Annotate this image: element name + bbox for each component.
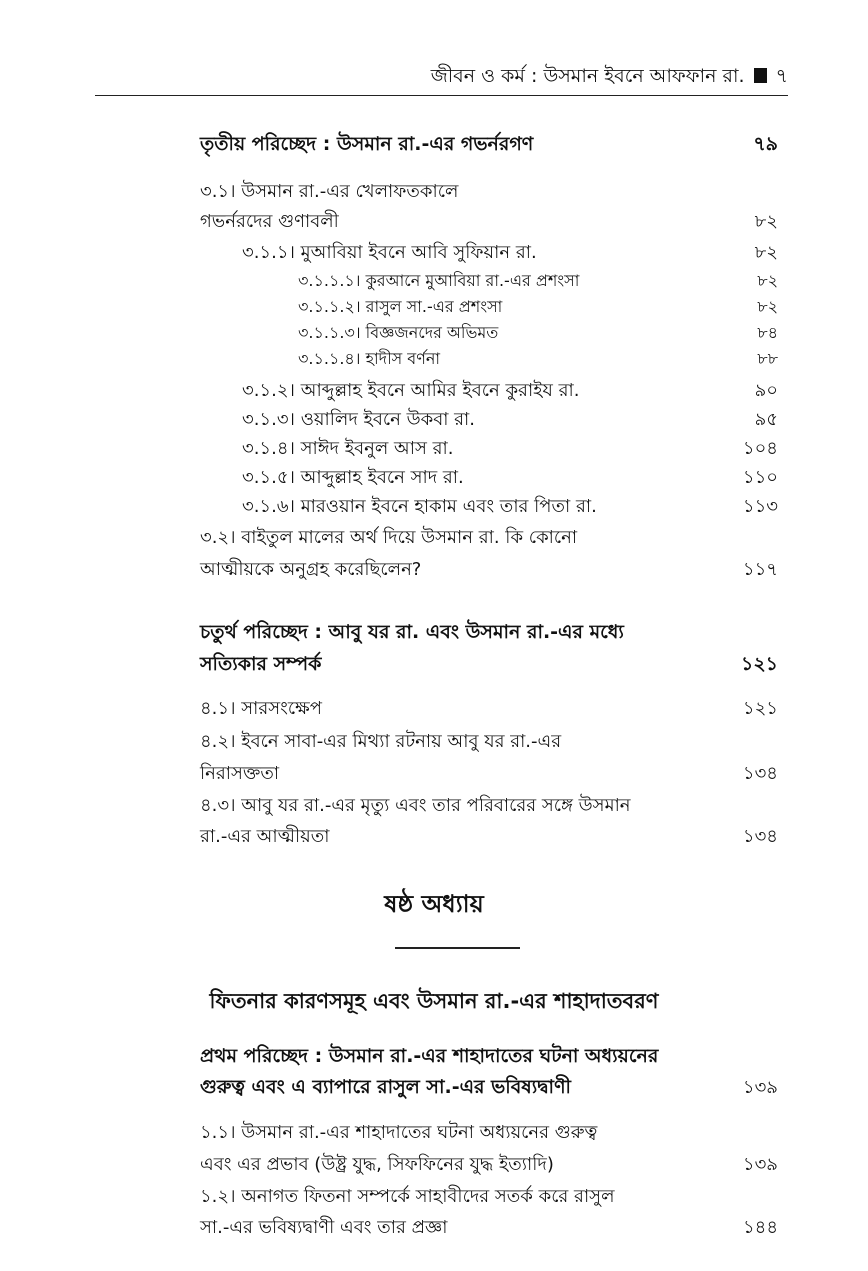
square-bullet-icon	[754, 68, 767, 83]
section4-heading-page: ১২১	[740, 653, 778, 675]
section1-heading-page: ১৩৯	[742, 1077, 778, 1098]
toc-item-3-2-page: ১১৭	[742, 559, 778, 580]
toc-item-4-1-page: ১২১	[742, 698, 778, 719]
chapter-title: ষষ্ঠ অধ্যায়	[384, 890, 484, 918]
toc-item-4-3-line2[interactable]: রা.-এর আত্মীয়তা	[200, 826, 330, 847]
toc-item-3-1-4[interactable]: ৩.১.৪। সাঈদ ইবনুল আস রা.	[242, 438, 454, 459]
toc-item-3-1-3-page: ৯৫	[754, 409, 778, 430]
toc-item-1-2-line2[interactable]: সা.-এর ভবিষ্যদ্বাণী এবং তার প্রজ্ঞা	[200, 1217, 448, 1238]
toc-item-3-1-line1[interactable]: ৩.১। উসমান রা.-এর খেলাফতকালে	[200, 181, 459, 202]
toc-item-3-1-2-page: ৯০	[754, 380, 778, 401]
section1-heading-line1[interactable]: প্রথম পরিচ্ছেদ : উসমান রা.-এর শাহাদাতের ঘটনা অধ্যয়নের	[200, 1045, 659, 1067]
toc-item-3-1-1-page: ৮২	[754, 242, 778, 263]
toc-item-3-1-1-3-page: ৮৪	[757, 323, 778, 342]
header-rule	[95, 95, 788, 96]
chapter-subtitle: ফিতনার কারণসমূহ এবং উসমান রা.-এর শাহাদাতবরণ	[209, 989, 659, 1013]
section3-heading-page: ৭৯	[753, 133, 778, 155]
toc-item-3-2-line1[interactable]: ৩.২। বাইতুল মালের অর্থ দিয়ে উসমান রা. কি কোনো	[200, 527, 578, 548]
toc-item-3-1-1-1-page: ৮২	[757, 271, 778, 290]
toc-item-3-1-5[interactable]: ৩.১.৫। আব্দুল্লাহ ইবনে সাদ রা.	[242, 467, 464, 488]
toc-item-3-1-line2[interactable]: গভর্নরদের গুণাবলী	[200, 211, 339, 232]
toc-item-3-2-line2[interactable]: আত্মীয়কে অনুগ্রহ করেছিলেন?	[200, 559, 422, 580]
toc-item-3-1-4-page: ১০৪	[742, 438, 778, 459]
toc-item-4-2-line2[interactable]: নিরাসক্ততা	[200, 763, 280, 784]
toc-item-3-1-6[interactable]: ৩.১.৬। মারওয়ান ইবনে হাকাম এবং তার পিতা রা.	[242, 496, 597, 517]
toc-item-1-1-page: ১৩৯	[742, 1154, 778, 1175]
section4-heading-line1[interactable]: চতুর্থ পরিচ্ছেদ : আবু যর রা. এবং উসমান রা.-এর মধ্যে	[200, 621, 624, 643]
toc-item-3-1-3[interactable]: ৩.১.৩। ওয়ালিদ ইবনে উকবা রা.	[242, 409, 475, 430]
toc-item-3-1-1-2-page: ৮২	[757, 297, 778, 316]
section4-heading-line2[interactable]: সত্যিকার সম্পর্ক	[200, 653, 322, 675]
toc-item-1-1-line2[interactable]: এবং এর প্রভাব (উষ্ট্র যুদ্ধ, সিফফিনের যুদ্ধ ইত্যাদি)	[200, 1154, 554, 1175]
toc-item-3-1-1[interactable]: ৩.১.১। মুআবিয়া ইবনে আবি সুফিয়ান রা.	[242, 242, 537, 263]
toc-item-3-1-1-4[interactable]: ৩.১.১.৪। হাদীস বর্ণনা	[298, 349, 441, 368]
page-number: ৭	[775, 65, 788, 87]
toc-item-3-1-1-3[interactable]: ৩.১.১.৩। বিজ্ঞজনদের অভিমত	[298, 323, 499, 342]
section3-heading[interactable]: তৃতীয় পরিচ্ছেদ : উসমান রা.-এর গভর্নরগণ	[200, 133, 534, 155]
toc-item-3-1-1-4-page: ৮৮	[757, 349, 778, 368]
section1-heading-line2[interactable]: গুরুত্ব এবং এ ব্যাপারে রাসুল সা.-এর ভবিষ্যদ্বাণী	[200, 1076, 571, 1098]
toc-item-3-1-6-page: ১১৩	[742, 496, 778, 517]
toc-item-1-2-page: ১৪৪	[742, 1217, 778, 1238]
toc-item-1-1-line1[interactable]: ১.১। উসমান রা.-এর শাহাদাতের ঘটনা অধ্যয়নের গুরুত্ব	[200, 1122, 598, 1143]
toc-item-4-1[interactable]: ৪.১। সারসংক্ষেপ	[200, 698, 322, 719]
toc-item-3-1-1-1[interactable]: ৩.১.১.১। কুরআনে মুআবিয়া রা.-এর প্রশংসা	[298, 271, 580, 290]
toc-item-4-3-line1[interactable]: ৪.৩। আবু যর রা.-এর মৃত্যু এবং তার পরিবারের সঙ্গে উসমান	[200, 795, 631, 816]
running-header-title: জীবন ও কর্ম : উসমান ইবনে আফফান রা.	[430, 65, 745, 87]
toc-item-3-1-1-2[interactable]: ৩.১.১.২। রাসুল সা.-এর প্রশংসা	[298, 297, 503, 316]
toc-item-1-2-line1[interactable]: ১.২। অনাগত ফিতনা সম্পর্কে সাহাবীদের সতর্ক করে রাসুল	[200, 1186, 615, 1207]
toc-item-4-2-page: ১৩৪	[742, 763, 778, 784]
toc-item-3-1-5-page: ১১০	[742, 467, 778, 488]
toc-item-4-3-page: ১৩৪	[742, 826, 778, 847]
chapter-divider	[395, 947, 520, 949]
running-header	[431, 62, 788, 94]
toc-item-3-1-page: ৮২	[754, 211, 778, 232]
toc-item-3-1-2[interactable]: ৩.১.২। আব্দুল্লাহ ইবনে আমির ইবনে কুরাইয রা.	[242, 380, 580, 401]
toc-item-4-2-line1[interactable]: ৪.২। ইবনে সাবা-এর মিথ্যা রটনায় আবু যর রা.-এর	[200, 731, 562, 752]
